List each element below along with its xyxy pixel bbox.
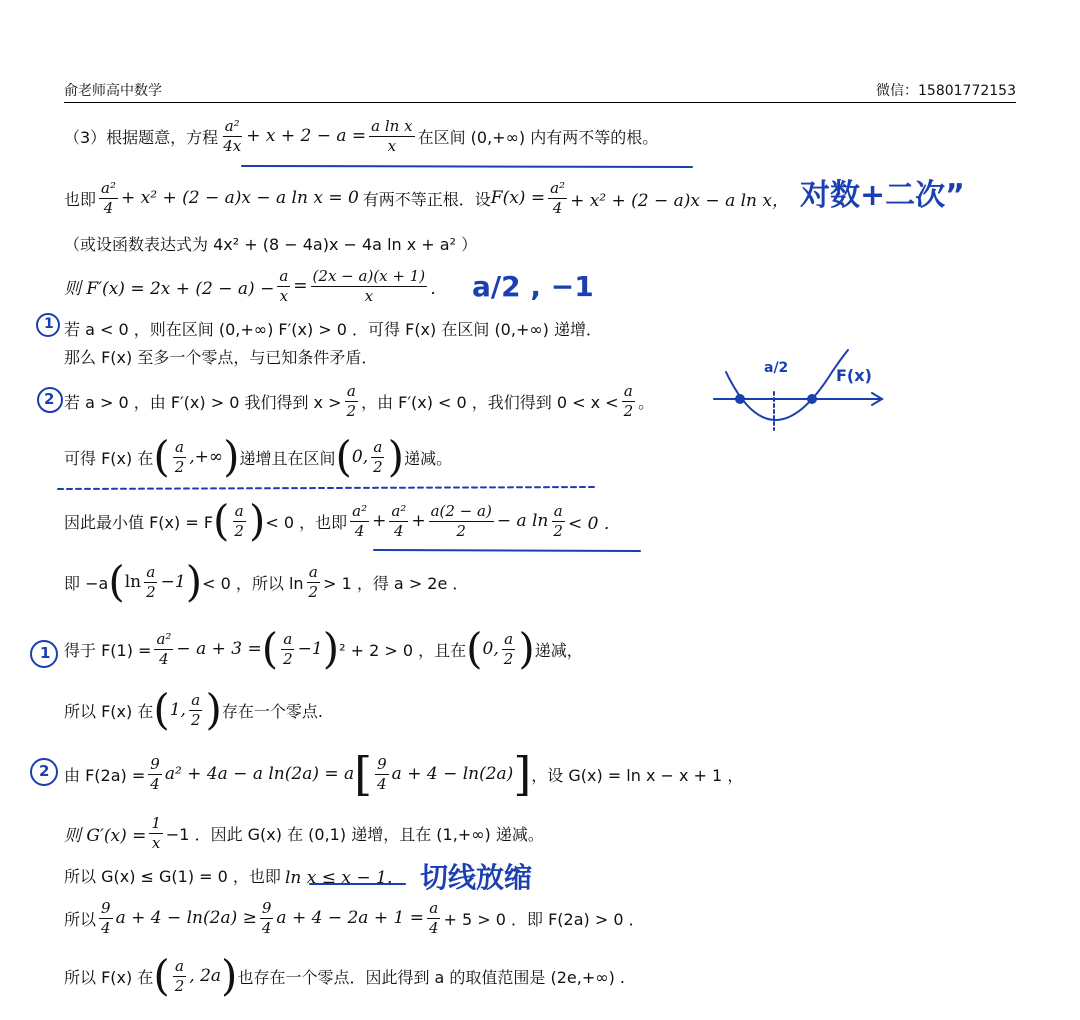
- math: +: [411, 511, 426, 531]
- text: −1 ．因此 G(x) 在 (0,1) 递增，且在 (1,+∞) 递减。: [165, 824, 544, 844]
- text: 得于 F(1) =: [64, 640, 152, 660]
- parabola-mid-label: a/2: [764, 360, 789, 376]
- fraction: $\frac{\text{a²}}{4}$: [550, 178, 566, 217]
- fraction: a² 4: [101, 178, 116, 217]
- text: > 1 ，得 a > 2e ．: [323, 573, 469, 593]
- math: 0,: [351, 447, 369, 467]
- fraction: a 2: [346, 381, 357, 420]
- line-9: 因此最小值 F(x) = F ( a 2 ) < 0 ，也即 a² 4 + $\frac{\text{a²}}{4}$ + $\frac{a(2 - a)}{2}$ − a ln a 2 < 0 ．: [64, 496, 621, 545]
- math: 则 F′(x) = 2x + (2 − a) −: [64, 278, 275, 299]
- fraction: $\frac{a}{4}$: [428, 898, 439, 937]
- fraction: a 2: [373, 437, 383, 476]
- text: ，由 F′(x) < 0 ，我们得到 0 < x <: [361, 392, 619, 412]
- math: ln: [124, 572, 142, 592]
- math: +: [372, 511, 387, 531]
- math: −1: [297, 639, 323, 659]
- note-roots: a/2 , −1: [472, 270, 594, 303]
- parabola-label: F(x): [836, 366, 872, 385]
- text: （或设函数表达式为 4x² + (8 − 4a)x − 4a ln x + a² ）: [64, 234, 478, 254]
- text: 递减，: [534, 640, 583, 660]
- marker-label-4: 2: [39, 762, 50, 780]
- fraction: a 2: [623, 381, 634, 420]
- math: a + 4 − ln(2a) ≥: [115, 908, 257, 928]
- math: < 0 ．: [567, 513, 621, 534]
- line-10: 即 −a ( ln a 2 −1 ) < 0 ，所以 ln a 2 > 1 ，得 a > 2e ．: [64, 557, 469, 606]
- fraction: $\frac{a}{x}$: [279, 266, 289, 305]
- fraction: $\frac{1}{x}$: [151, 813, 161, 852]
- fraction: a 2: [190, 690, 201, 729]
- fraction: a 2: [283, 629, 293, 668]
- line-12: 所以 F(x) 在 ( 1, a 2 ) 存在一个零点.: [64, 685, 323, 734]
- note-tangent-scaling: 切线放缩: [420, 861, 533, 894]
- text: ² + 2 > 0 ，且在: [339, 640, 467, 660]
- math: a + 4 − 2a + 1 =: [276, 908, 424, 928]
- text: 若 a < 0 ，则在区间 (0,+∞) F′(x) > 0 ．可得 F(x) 在区间 (0,+∞) 递增．: [64, 319, 603, 339]
- fraction: a 2: [146, 562, 156, 601]
- text: 也存在一个零点．因此得到 a 的取值范围是 (2e,+∞) .: [237, 967, 626, 987]
- fraction: $\frac{\text{a ln x}}{x}$: [371, 116, 413, 155]
- note-log-quadratic: 对数+二次”: [800, 178, 965, 213]
- text: + 5 > 0 ．即 F(2a) > 0 ．: [443, 909, 645, 929]
- underline-inequality: [374, 550, 640, 551]
- text: 由 F(2a) =: [64, 765, 146, 785]
- fraction: a 2: [503, 629, 514, 668]
- line-13: 由 F(2a) = $\frac{9}{4}$ a² + 4a − a ln(2a) = a [ 9 4 a + 4 − ln(2a) ] ，设 G(x) = ln x − x + 1 ，: [64, 747, 744, 801]
- fraction: a² 4x: [223, 116, 242, 155]
- text: < 0 ，也即: [265, 512, 348, 532]
- underline-equation: [242, 166, 692, 167]
- text: 。: [638, 392, 655, 412]
- dashed-separator: [58, 487, 596, 489]
- header-wechat: 微信：15801772153: [876, 83, 1016, 99]
- math: a² + 4a − a ln(2a) = a: [164, 764, 355, 784]
- text: < 0 ，所以 ln: [202, 573, 304, 593]
- line-8: 可得 F(x) 在 ( a 2 ,+∞ ) 递增且在区间 ( 0, a 2 ) 递减。: [64, 432, 453, 481]
- text: 存在一个零点.: [221, 701, 323, 721]
- text: 所以 F(x) 在: [64, 967, 154, 987]
- math: + x² + (2 − a)x − a ln x，: [570, 190, 789, 211]
- text: 可得 F(x) 在: [64, 448, 154, 468]
- math: a + 4 − ln(2a): [391, 764, 514, 784]
- marker-label-1: 1: [44, 316, 54, 332]
- fraction: $\frac{9}{4}$: [261, 898, 272, 937]
- text: 递减。: [404, 448, 453, 468]
- fraction: $\frac{\text{a²}}{4}$: [156, 629, 172, 668]
- fraction: a 2: [174, 437, 185, 476]
- math: 0,: [482, 639, 499, 659]
- fraction: $\frac{\text{a²}}{4}$: [391, 501, 407, 540]
- math: =: [293, 276, 308, 296]
- fraction: $\frac{(2x - a)(x + 1)}{x}$: [312, 266, 426, 305]
- math: − a + 3 =: [176, 639, 262, 659]
- root-point-1: [735, 394, 745, 404]
- text: （3）根据题意，方程: [64, 127, 219, 147]
- math: 则 G′(x) =: [64, 825, 147, 846]
- text: 所以 G(x) ≤ G(1) = 0 ，也即: [64, 866, 281, 886]
- fraction: $\frac{a(2 - a)}{2}$: [430, 501, 492, 540]
- math: − a ln: [496, 511, 549, 531]
- math: F(x) =: [490, 188, 546, 208]
- header-author: 俞老师高中数学: [64, 83, 162, 99]
- text: 所以: [64, 909, 97, 929]
- math: ．: [430, 278, 448, 299]
- line-11: 得于 F(1) = $\frac{\text{a²}}{4}$ − a + 3 = ( a 2 −1 ) ² + 2 > 0 ，且在 ( 0, a 2 ) 递减，: [64, 624, 583, 673]
- text: 有两不等正根．设: [362, 189, 491, 209]
- math: ,+∞: [189, 447, 224, 467]
- text: ，设 G(x) = ln x − x + 1 ，: [531, 765, 744, 785]
- math: + x² + (2 − a)x − a ln x = 0: [120, 188, 359, 208]
- text: 递增且在区间: [239, 448, 336, 468]
- math: −1: [160, 572, 186, 592]
- root-point-2: [807, 394, 817, 404]
- fraction: 9 4: [101, 898, 111, 937]
- math: ln x ≤ x − 1．: [284, 867, 404, 888]
- text: 那么 F(x) 至多一个零点，与已知条件矛盾．: [64, 347, 378, 367]
- fraction: a 2: [234, 501, 244, 540]
- marker-label-2: 2: [44, 390, 55, 408]
- fraction: a 2: [308, 562, 319, 601]
- marker-label-3: 1: [40, 644, 51, 662]
- text: 也即: [64, 189, 97, 209]
- fraction: $\frac{9}{4}$: [150, 754, 160, 793]
- math: + x + 2 − a =: [246, 126, 367, 146]
- text: 在区间 (0,+∞) 内有两不等的根。: [417, 127, 659, 147]
- line-17: 所以 F(x) 在 ( a 2 , 2a ) 也存在一个零点．因此得到 a 的取值范围是 (2e,+∞) .: [64, 951, 626, 1000]
- math: , 2a: [189, 966, 222, 986]
- text: 所以 F(x) 在: [64, 701, 154, 721]
- text: 若 a > 0 ，由 F′(x) > 0 我们得到 x >: [64, 392, 342, 412]
- fraction: a² 4: [352, 501, 368, 540]
- fraction: a 2: [174, 956, 185, 995]
- math: 1,: [169, 700, 186, 720]
- text: 因此最小值 F(x) = F: [64, 512, 214, 532]
- fraction: 9 4: [377, 754, 387, 793]
- fraction: a 2: [553, 501, 563, 540]
- text: 即 −a: [64, 573, 109, 593]
